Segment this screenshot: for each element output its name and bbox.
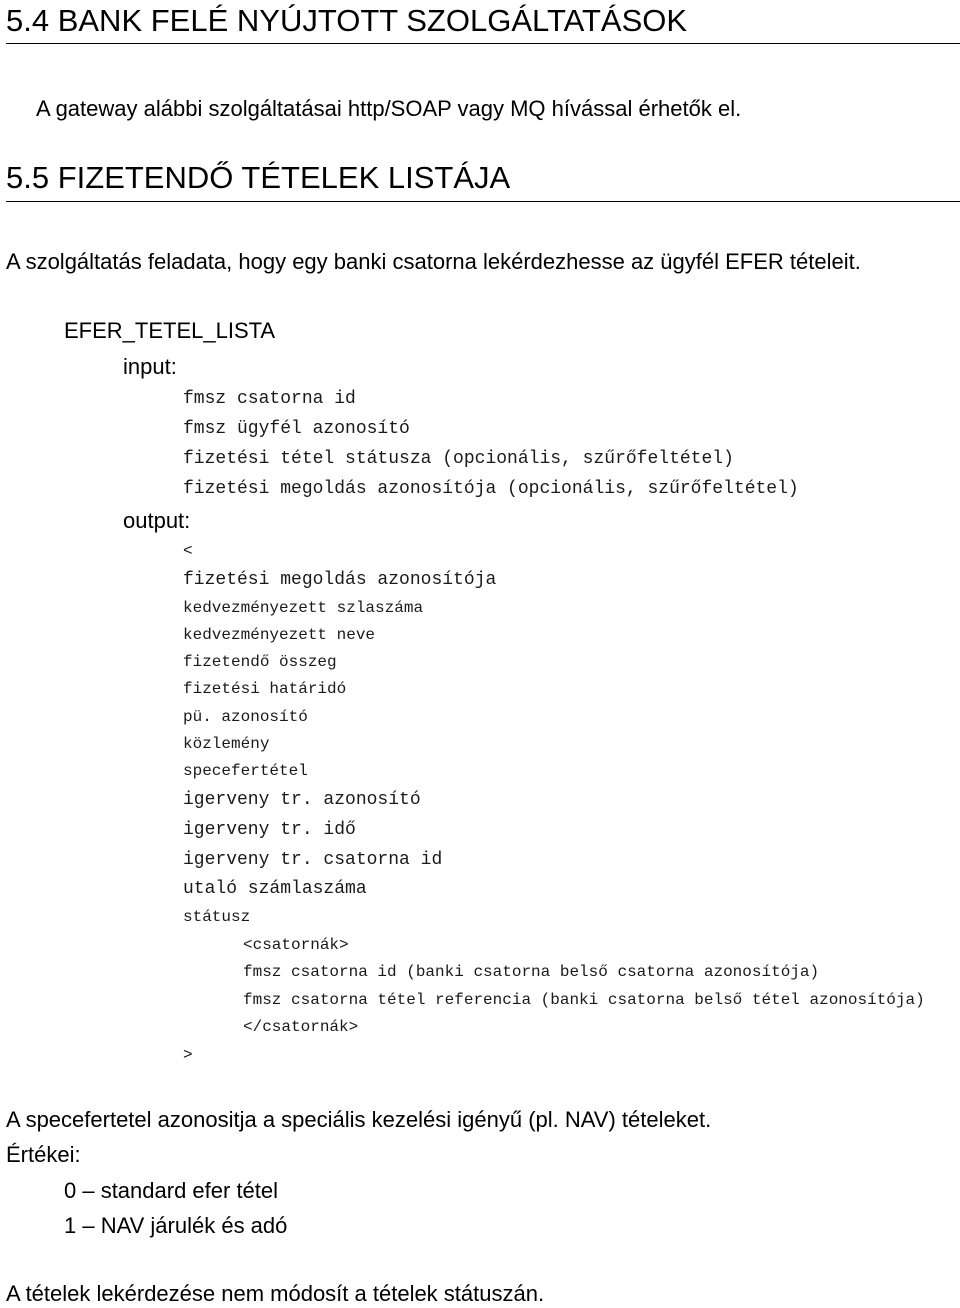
- output-field: közlemény: [183, 735, 270, 753]
- footer-note: A tételek lekérdezése nem módosít a tételek státuszán.: [6, 1281, 545, 1306]
- output-field: igerveny tr. csatorna id: [183, 850, 443, 870]
- section-5-4-heading: 5.4 BANK FELÉ NYÚJTOTT SZOLGÁLTATÁSOK: [6, 3, 688, 38]
- section-5-5-heading: 5.5 FIZETENDŐ TÉTELEK LISTÁJA: [6, 160, 511, 195]
- input-field: fizetési tétel státusza (opcionális, szűrőfeltétel): [183, 449, 734, 469]
- output-field: igerveny tr. azonosító: [183, 790, 421, 810]
- service-name: EFER_TETEL_LISTA: [64, 318, 276, 343]
- channel-field: fmsz csatorna tétel referencia (banki csatorna belső tétel azonosítója): [243, 991, 925, 1009]
- specefertetel-note: A specefertetel azonositja a speciális kezelési igényű (pl. NAV) tételeket.: [6, 1107, 712, 1132]
- output-field: pü. azonosító: [183, 708, 308, 726]
- output-field: kedvezményezett neve: [183, 626, 376, 644]
- channel-field: fmsz csatorna id (banki csatorna belső csatorna azonosítója): [243, 963, 820, 981]
- output-close-bracket: >: [183, 1046, 193, 1064]
- output-field: fizetési megoldás azonosítója: [183, 570, 497, 590]
- output-label: output:: [123, 508, 191, 533]
- input-field: fmsz ügyfél azonosító: [183, 419, 410, 439]
- output-open-bracket: <: [183, 542, 193, 560]
- section-5-4-text: A gateway alábbi szolgáltatásai http/SOAP vagy MQ hívással érhetők el.: [36, 96, 742, 121]
- value-item: 1 – NAV járulék és adó: [64, 1213, 288, 1238]
- section-5-5-rule: [6, 201, 960, 202]
- values-label: Értékei:: [6, 1142, 81, 1167]
- output-field: utaló számlaszáma: [183, 879, 367, 899]
- channels-close-tag: </csatornák>: [243, 1018, 359, 1036]
- input-field: fmsz csatorna id: [183, 389, 356, 409]
- output-field: fizetendő összeg: [183, 653, 337, 671]
- output-field: fizetési határidó: [183, 680, 347, 698]
- input-field: fizetési megoldás azonosítója (opcionális, szűrőfeltétel): [183, 479, 799, 499]
- channels-open-tag: <csatornák>: [243, 936, 349, 954]
- output-field: kedvezményezett szlaszáma: [183, 599, 424, 617]
- section-5-4-rule: [6, 43, 960, 44]
- input-label: input:: [123, 354, 177, 379]
- value-item: 0 – standard efer tétel: [64, 1178, 279, 1203]
- output-field: igerveny tr. idő: [183, 820, 356, 840]
- section-5-5-intro: A szolgáltatás feladata, hogy egy banki csatorna lekérdezhesse az ügyfél EFER tételeit.: [6, 249, 861, 274]
- output-field: specefertétel: [183, 762, 308, 780]
- output-field: státusz: [183, 908, 251, 926]
